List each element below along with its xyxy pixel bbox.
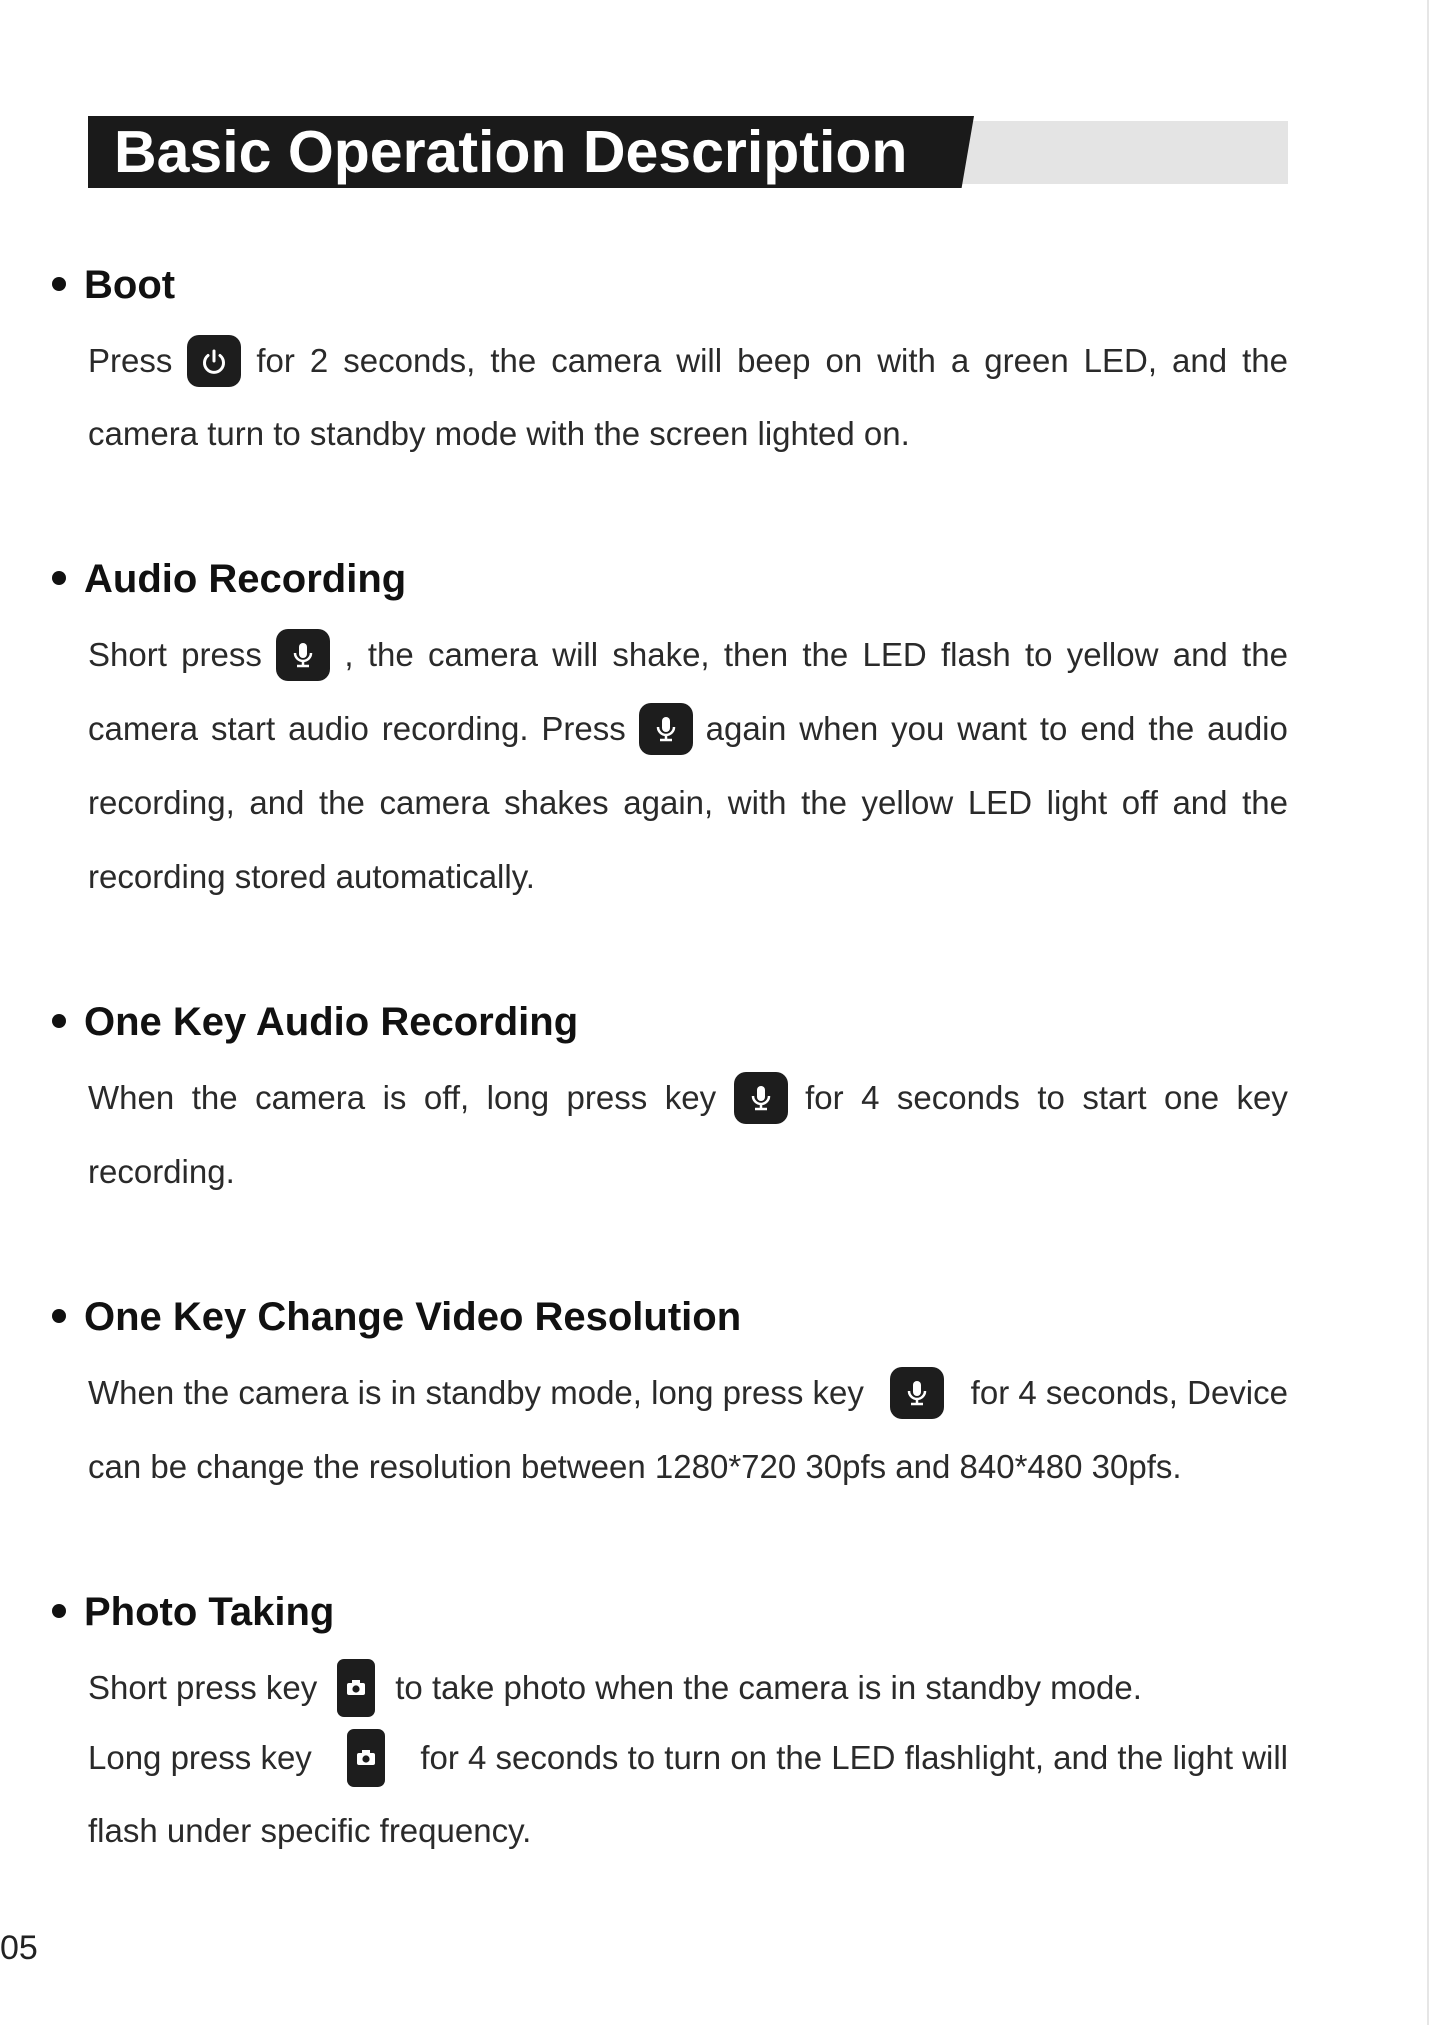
text: on — [825, 342, 863, 379]
text: the — [191, 1079, 238, 1116]
text: then — [723, 636, 789, 673]
text: recording. — [381, 710, 529, 747]
heading-text: Boot — [84, 263, 176, 307]
text: for 4 seconds, Device — [970, 1374, 1288, 1411]
section-heading-audio-recording — [52, 554, 406, 604]
camera-key-icon — [347, 1729, 385, 1787]
text: off, — [423, 1079, 470, 1116]
section-heading-one-key-audio — [52, 997, 578, 1047]
text: to — [1037, 1079, 1065, 1116]
photo-line-3: flash under specific frequency. — [88, 1812, 532, 1849]
microphone-key-icon — [276, 629, 330, 681]
text: the — [801, 784, 847, 821]
audio-line-3 — [88, 778, 1288, 828]
audio-line-2 — [88, 704, 1288, 754]
resolution-line-1 — [88, 1368, 1288, 1418]
section-heading-change-resolution — [52, 1292, 741, 1342]
text: end — [1080, 710, 1136, 747]
text: the — [1242, 636, 1288, 673]
text: the — [1242, 784, 1288, 821]
text: seconds, — [343, 342, 476, 379]
text: recording, — [88, 784, 235, 821]
text: the — [802, 636, 849, 673]
boot-line-1 — [88, 336, 1288, 386]
text: 2 — [309, 342, 329, 379]
text: camera — [551, 342, 662, 379]
text: beep — [737, 342, 811, 379]
text: again, — [623, 784, 714, 821]
microphone-key-icon — [734, 1072, 788, 1124]
text: for 4 seconds to turn on the LED flashlight, and the light will — [420, 1739, 1288, 1776]
text: Press — [88, 342, 173, 379]
text: , — [344, 636, 354, 673]
text: the — [367, 636, 414, 673]
section-heading-boot — [52, 260, 175, 310]
text: Short press key — [88, 1669, 318, 1706]
text: 4 — [861, 1079, 880, 1116]
text: will — [676, 342, 723, 379]
heading-text: Audio Recording — [84, 557, 407, 601]
text: audio — [1207, 710, 1288, 747]
onekey-audio-line-2: recording. — [88, 1153, 235, 1190]
text: to take photo when the camera is in standby mode. — [395, 1669, 1142, 1706]
page-number: 05 — [0, 1929, 38, 1967]
text: to — [1039, 710, 1068, 747]
text: is — [382, 1079, 407, 1116]
text: Long press key — [88, 1739, 312, 1776]
text: yellow — [861, 784, 954, 821]
bullet — [52, 277, 66, 291]
text: audio — [288, 710, 369, 747]
text: with — [877, 342, 936, 379]
bullet — [52, 1014, 66, 1028]
text: camera — [255, 1079, 366, 1116]
microphone-key-icon — [890, 1367, 944, 1419]
text: for — [805, 1079, 844, 1116]
text: start — [1082, 1079, 1147, 1116]
text: and — [1172, 636, 1228, 673]
text: camera — [379, 784, 490, 821]
text: key — [1236, 1079, 1288, 1116]
text: shakes — [504, 784, 609, 821]
text: the — [1242, 342, 1288, 379]
text: press — [566, 1079, 648, 1116]
page-title: Basic Operation Description — [114, 119, 908, 185]
text: again — [705, 710, 787, 747]
text: when — [799, 710, 879, 747]
text: a — [950, 342, 970, 379]
text: Press — [541, 710, 626, 747]
bullet — [52, 1604, 66, 1618]
text: press — [181, 636, 262, 673]
onekey-audio-line-1 — [88, 1073, 1288, 1123]
bullet — [52, 571, 66, 585]
text: LED — [862, 636, 927, 673]
heading-text: Photo Taking — [84, 1590, 335, 1634]
text: seconds — [896, 1079, 1020, 1116]
photo-line-2 — [88, 1733, 1288, 1783]
text: to — [1024, 636, 1053, 673]
text: camera — [88, 710, 199, 747]
text: Short — [88, 636, 167, 673]
photo-line-1 — [88, 1663, 1288, 1713]
text: with — [727, 784, 787, 821]
text: one — [1164, 1079, 1220, 1116]
text: key — [664, 1079, 717, 1116]
microphone-key-icon — [639, 703, 693, 755]
text: off — [1121, 784, 1158, 821]
text: and — [1172, 784, 1228, 821]
text: When — [88, 1079, 175, 1116]
page-edge-line — [1427, 0, 1429, 2025]
section-heading-photo-taking — [52, 1587, 334, 1637]
resolution-line-2: can be change the resolution between 1280*720 30pfs and 840*480 30pfs. — [88, 1448, 1182, 1485]
text: shake, — [612, 636, 710, 673]
audio-line-1 — [88, 630, 1288, 680]
text: flash — [940, 636, 1011, 673]
text: the — [490, 342, 537, 379]
text: want — [957, 710, 1027, 747]
text: and — [1172, 342, 1228, 379]
text: start — [210, 710, 276, 747]
text: camera — [427, 636, 538, 673]
text: LED — [967, 784, 1033, 821]
boot-line-2: camera turn to standby mode with the screen lighted on. — [88, 415, 910, 452]
text: the — [1148, 710, 1195, 747]
bullet — [52, 1309, 66, 1323]
text: you — [891, 710, 945, 747]
text: will — [552, 636, 599, 673]
text: for — [256, 342, 295, 379]
power-key-icon — [187, 335, 241, 387]
text: green — [984, 342, 1069, 379]
camera-key-icon — [337, 1659, 375, 1717]
text: long — [486, 1079, 550, 1116]
audio-line-4: recording stored automatically. — [88, 858, 535, 895]
text: When the camera is in standby mode, long press key — [88, 1374, 864, 1411]
heading-text: One Key Audio Recording — [84, 1000, 579, 1044]
text: and — [249, 784, 305, 821]
text: yellow — [1066, 636, 1159, 673]
heading-text: One Key Change Video Resolution — [84, 1295, 742, 1339]
text: LED, — [1083, 342, 1158, 379]
text: light — [1046, 784, 1108, 821]
text: the — [319, 784, 365, 821]
